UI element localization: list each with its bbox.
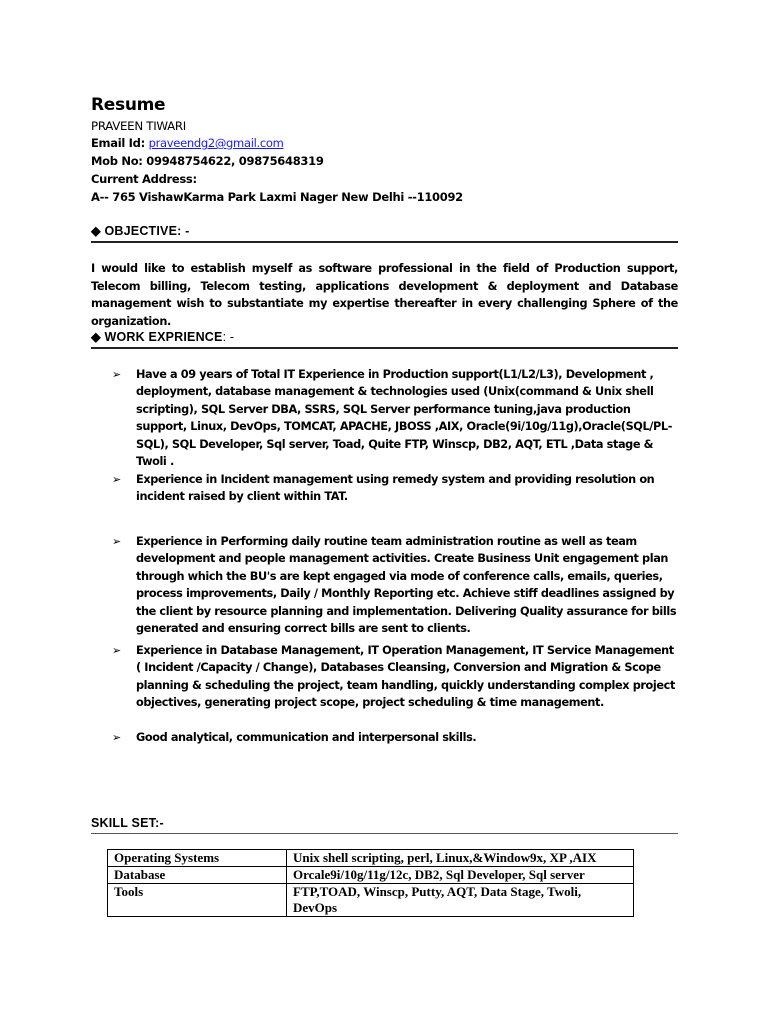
skill-set-heading: SKILL SET:-	[91, 816, 678, 834]
bullet-arrow-icon: ➢	[112, 368, 121, 381]
skill-category: Tools	[108, 884, 287, 917]
email-link[interactable]: praveendg2@gmail.com	[148, 136, 284, 150]
table-row	[108, 884, 634, 917]
work-item-text: Good analytical, communication and interpersonal skills.	[136, 731, 477, 744]
work-item	[112, 642, 678, 712]
page-title: Resume	[91, 95, 166, 115]
table-row	[108, 850, 634, 867]
mobile-line: Mob No: 09948754622, 09875648319	[91, 154, 324, 168]
candidate-name: PRAVEEN TIWARI	[91, 119, 186, 133]
table-row	[108, 867, 634, 884]
bullet-arrow-icon: ➢	[112, 731, 121, 744]
skill-value: Orcale9i/10g/11g/12c, DB2, Sql Developer, Sql server	[287, 867, 634, 884]
work-item-text: Experience in Performing daily routine team administration routine as well as team development and people management activities. Create Business Unit engagement plan through which the BU's are kept engaged via mode of conference calls, emails, queries, process improvements, Daily / Monthly Reporting etc. Achieve stiff deadlines assigned by the client by resource planning and implementation. Delivering Quality assurance for bills generated and ensuring correct bills are sent to clients.	[136, 535, 677, 636]
bullet-arrow-icon: ➢	[112, 473, 121, 486]
skill-value: Unix shell scripting, perl, Linux,&Window9x, XP ,AIX	[287, 850, 634, 867]
objective-text: I would like to establish myself as software professional in the field of Production support, Telecom billing, Telecom testing, applications development & deployment and Database management wish to substantiate my expertise thereafter in every challenging Sphere of the organization.	[91, 262, 678, 328]
bullet-arrow-icon: ➢	[112, 535, 121, 548]
address-label: Current Address:	[91, 172, 197, 186]
work-item-text: Have a 09 years of Total IT Experience in Production support(L1/L2/L3), Development , deployment, database management & technologies used (Unix(command & Unix shell scripting), SQL Server DBA, SSRS, SQL Server performance tuning,java production support, Linux, DevOps, TOMCAT, APACHE, JBOSS ,AIX, Oracle(9i/10g/11g),Oracle(SQL/PL-SQL), SQL Developer, Sql server, Toad, Quite FTP, Winscp, DB2, AQT, ETL ,Data stage & Twoli .	[136, 368, 673, 469]
skill-table	[107, 849, 634, 917]
skill-category: Operating Systems	[108, 850, 287, 867]
email-label: Email Id:	[91, 136, 149, 150]
email-line	[91, 135, 284, 152]
skill-category: Database	[108, 867, 287, 884]
work-item	[112, 533, 678, 637]
work-item	[112, 471, 678, 506]
work-experience-heading	[91, 329, 678, 349]
work-heading-label: ◆ WORK EXPRIENCE	[91, 330, 223, 344]
skill-value: FTP,TOAD, Winscp, Putty, AQT, Data Stage, Twoli, DevOps	[287, 884, 634, 917]
bullet-arrow-icon: ➢	[112, 644, 121, 657]
work-item-text: Experience in Incident management using remedy system and providing resolution on incident raised by client within TAT.	[136, 473, 655, 504]
work-heading-suffix: : -	[222, 330, 235, 344]
address-line: A-- 765 VishawKarma Park Laxmi Nager New Delhi --110092	[91, 190, 463, 204]
work-item-text: Experience in Database Management, IT Operation Management, IT Service Management ( Incident /Capacity / Change), Databases Cleansing, Conversion and Migration & Scope planning & scheduling the project, team handling, quickly understanding complex project objectives, generating project scope, project scheduling & time management.	[136, 644, 675, 710]
work-item	[112, 366, 678, 470]
work-item	[112, 729, 678, 746]
objective-heading: ◆ OBJECTIVE: -	[91, 223, 678, 243]
